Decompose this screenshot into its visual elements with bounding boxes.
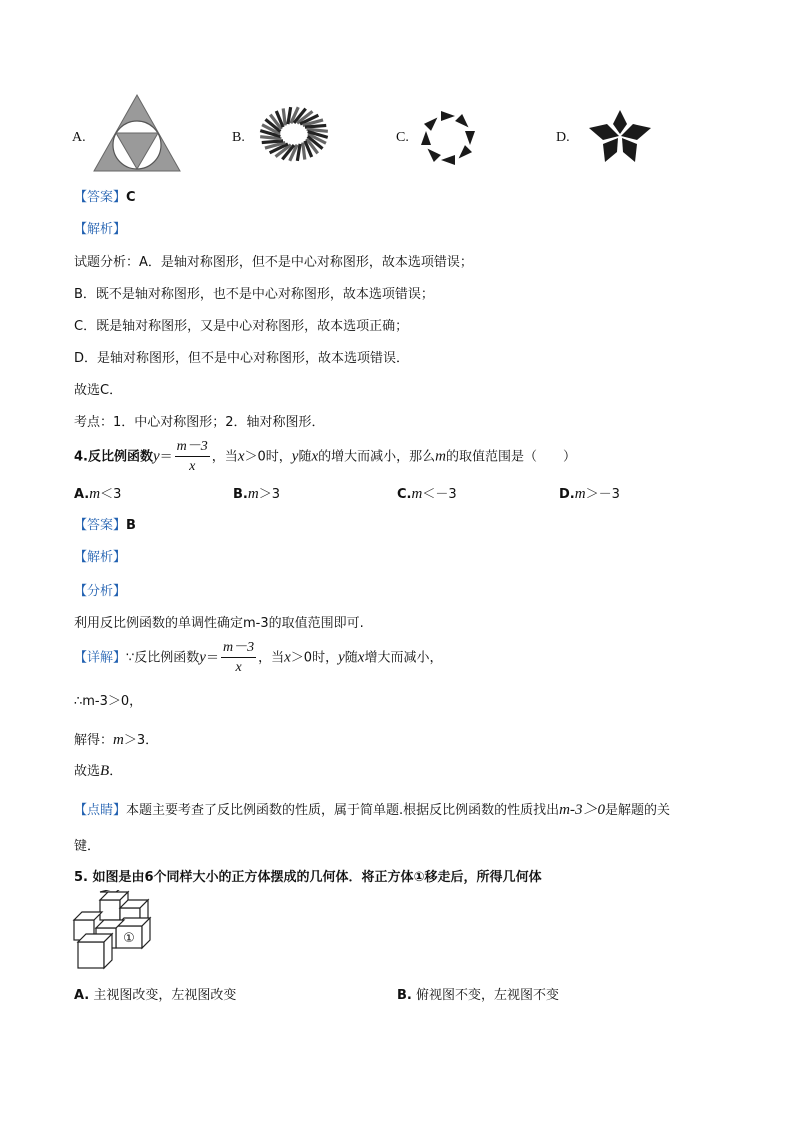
answer-tag: 【答案】	[74, 190, 127, 205]
detail-mid: ，当	[258, 650, 285, 666]
choose-label: 故选	[74, 764, 101, 779]
option-key: D.	[559, 487, 575, 502]
q3-line-6: 考点：1．中心对称图形；2．轴对称图形．	[74, 415, 325, 430]
q5-option-a	[74, 984, 236, 1003]
q4-fenxi-tag: 【分析】	[74, 584, 127, 599]
q4-stem-end: 的取值范围是（ ）	[445, 449, 576, 465]
option-key: A.	[74, 988, 90, 1003]
detail-numerator: m－3	[221, 641, 256, 658]
detail-eq: ＝	[205, 650, 219, 666]
solve-rel: ＞3．	[123, 733, 159, 748]
option-d-label: D.	[556, 130, 570, 145]
q4-stem-mid1: ，当	[211, 449, 238, 465]
q4-stem-mid3: 的增大而减小，那么	[318, 449, 436, 465]
arrow-ring-figure	[415, 107, 481, 169]
option-key: C.	[397, 487, 412, 502]
option-c-label: C.	[396, 130, 409, 145]
arrow-shape	[424, 114, 441, 131]
option-text: 主视图改变，左视图改变	[93, 988, 237, 1003]
q4-x1: x	[237, 448, 245, 465]
q3-answer	[74, 186, 136, 205]
q4-y2: y	[291, 448, 299, 465]
arrow-shape	[455, 145, 472, 162]
q3-line-3: C．既是轴对称图形，又是中心对称图形，故本选项正确；	[74, 319, 409, 334]
option-var: m	[574, 486, 586, 502]
q4-numerator: m－3	[175, 440, 210, 457]
q4-comment-end: 键．	[74, 839, 101, 854]
q4-stem	[74, 440, 576, 474]
four-petal-figure	[585, 108, 655, 166]
arrow-shape	[441, 155, 455, 165]
q4-option-b	[233, 483, 280, 503]
solve-label: 解得：	[74, 733, 114, 748]
detail-sui: 随	[344, 650, 358, 666]
detail-end: 增大而减小，	[364, 650, 443, 666]
q4-cond: ＞0时，	[244, 449, 292, 465]
comment-math: m-3＞0	[559, 802, 605, 818]
solve-var: m	[113, 732, 124, 748]
option-b-label: B.	[232, 130, 245, 145]
q4-choose	[74, 760, 122, 780]
detail-denominator: x	[235, 660, 242, 675]
option-var: m	[411, 486, 423, 502]
answer-tag: 【答案】	[74, 518, 127, 533]
option-a-label: A.	[72, 130, 86, 145]
cube-figure	[70, 890, 160, 972]
q3-line-1: 试题分析：A．是轴对称图形，但不是中心对称图形，故本选项错误；	[74, 255, 473, 270]
q4-y: y	[152, 448, 160, 465]
q4-option-c	[397, 483, 457, 503]
q4-denominator: x	[189, 459, 196, 474]
detail-tag: 【详解】	[74, 650, 127, 666]
comment-text1: 本题主要考查了反比例函数的性质，属于简单题.根据反比例函数的性质找出	[126, 803, 560, 818]
answer-value: C	[126, 190, 136, 205]
option-rel: ＜－3	[422, 487, 457, 502]
q4-comment	[74, 798, 670, 819]
option-var: m	[247, 486, 259, 502]
q4-analysis-tag: 【解析】	[74, 550, 127, 565]
detail-y2: y	[338, 649, 345, 666]
arrow-shape	[455, 114, 472, 131]
spiral-ring-figure	[258, 105, 330, 163]
answer-value: B	[126, 518, 136, 533]
spiral-spoke	[305, 125, 326, 127]
q4-option-d	[559, 483, 620, 503]
triangle-circle-figure	[92, 93, 182, 173]
detail-x: x	[284, 649, 291, 666]
option-key: B.	[233, 487, 248, 502]
q5-stem: 5. 如图是由6个同样大小的正方体摆成的几何体．将正方体①移走后，所得几何体	[74, 870, 542, 885]
option-key: B.	[397, 988, 412, 1003]
arrow-shape	[421, 131, 431, 145]
arrow-shape	[441, 111, 455, 121]
choose-value: B	[100, 763, 110, 779]
q3-line-5: 故选C．	[74, 383, 123, 398]
cube-number-label: ①	[123, 931, 135, 946]
detail-fraction	[221, 641, 256, 675]
comment-tag: 【点睛】	[74, 803, 127, 818]
choose-end: ．	[109, 764, 123, 779]
q4-solve	[74, 729, 158, 749]
detail-cond: ＞0时，	[290, 650, 339, 666]
q4-m: m	[435, 448, 446, 465]
q4-stem-mid2: 随	[298, 449, 312, 465]
spiral-spoke	[262, 141, 283, 143]
arrow-shape	[465, 131, 475, 145]
option-key: A.	[74, 487, 90, 502]
option-rel: ＜3	[100, 487, 122, 502]
q4-fenxi-text: 利用反比例函数的单调性确定m-3的取值范围即可.	[74, 616, 364, 631]
option-rel: ＞3	[258, 487, 280, 502]
q3-analysis-tag: 【解析】	[74, 222, 127, 237]
q4-answer	[74, 514, 136, 533]
q4-eq: ＝	[159, 449, 173, 465]
q5-option-b	[397, 984, 559, 1003]
q3-line-4: D．是轴对称图形，但不是中心对称图形，故本选项错误．	[74, 351, 410, 366]
q3-line-2: B．既不是轴对称图形，也不是中心对称图形，故本选项错误；	[74, 287, 434, 302]
detail-start: ∵反比例函数	[126, 650, 200, 666]
option-text: 俯视图不变，左视图不变	[416, 988, 560, 1003]
option-var: m	[89, 486, 101, 502]
arrow-shape	[424, 145, 441, 162]
q4-fraction	[175, 440, 210, 474]
q4-therefore: ∴m-3＞0，	[74, 694, 143, 709]
spiral-spoke	[283, 108, 285, 125]
q4-option-a	[74, 483, 121, 503]
comment-text2: 是解题的关	[604, 803, 670, 818]
option-rel: ＞－3	[585, 487, 620, 502]
q4-stem-start: 4.反比例函数	[74, 449, 153, 465]
q4-detail	[74, 641, 442, 675]
q4-x2: x	[311, 448, 319, 465]
spiral-spoke	[303, 143, 305, 160]
detail-x2: x	[357, 649, 365, 666]
detail-y: y	[199, 649, 206, 666]
